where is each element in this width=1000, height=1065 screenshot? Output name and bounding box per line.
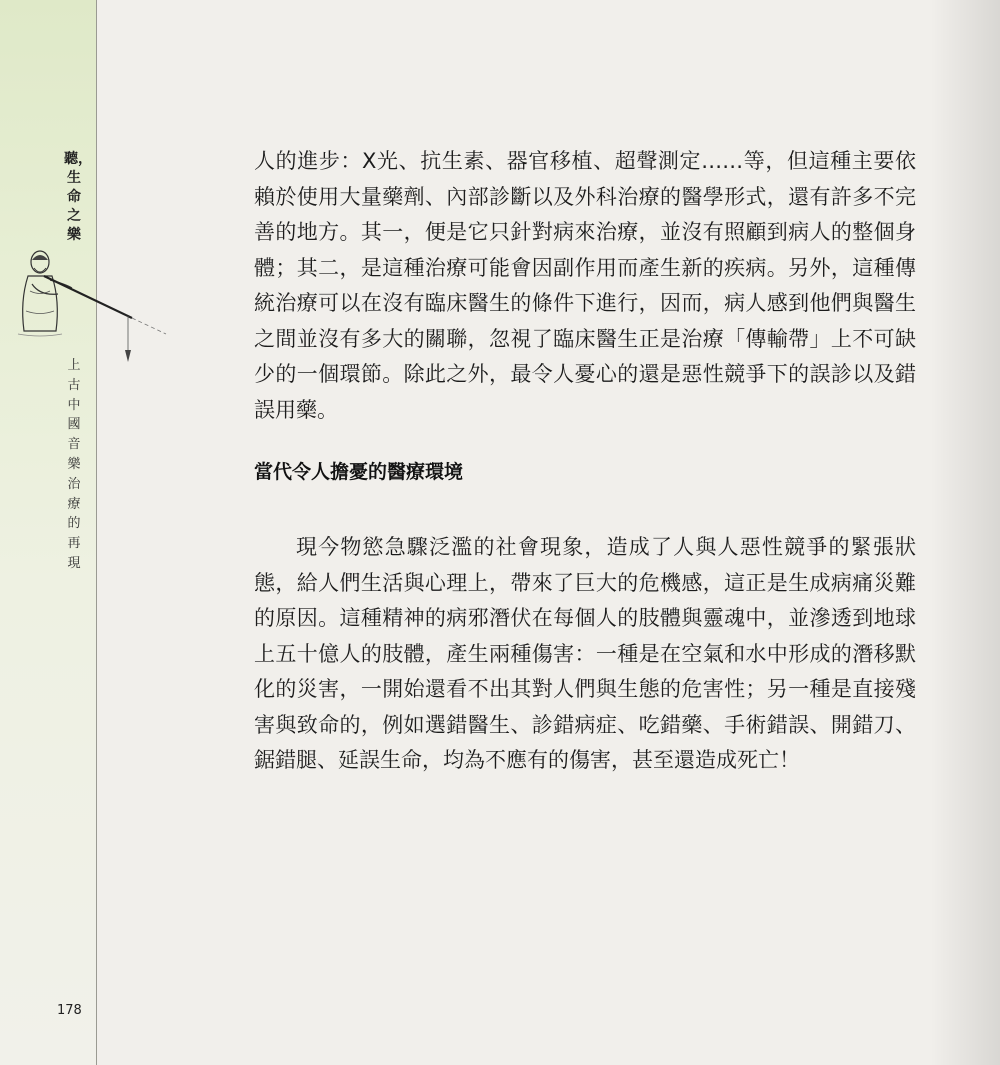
series-title: 聽，生命之樂 [64,151,92,243]
book-title: 上古中國音樂治療的再現 [67,358,81,571]
body-paragraph-1: 人的進步：X光、抗生素、器官移植、超聲測定……等，但這種主要依賴於使用大量藥劑、內部診斷以及外科治療的醫學形式，還有許多不完善的地方。其一，便是它只針對病來治療，並沒有照顧到病人的整個身體；其二，是這種治療可能會因副作用而產生新的疾病。另外，這種傳統治療可以在沒有臨床醫生的條件下進行，因而，病人感到他們與醫生之間並沒有多大的關聯，忽視了臨床醫生正是治療「傳輸帶」上不可缺少的一個環節。除此之外，最令人憂心的還是惡性競爭下的誤診以及錯誤用藥。 [254,149,916,422]
flute-player-illustration [10,246,170,366]
body-paragraph-2: 現今物慾急驟泛濫的社會現象，造成了人與人惡性競爭的緊張狀態，給人們生活與心理上，帶來了巨大的危機感，這正是生成病痛災難的原因。這種精神的病邪潛伏在每個人的肢體與靈魂中，並滲透到地球上五十億人的肢體，產生兩種傷害：一種是在空氣和水中形成的潛移默化的災害，一開始還看不出其對人們與生態的危害性；另一種是直接殘害與致命的，例如選錯醫生、診錯病症、吃錯藥、手術錯誤、開錯刀、鋸錯腿、延誤生命，均為不應有的傷害，甚至還造成死亡！ [254,535,916,772]
chapter-mark [58,75,84,87]
page-number: 178 [57,1003,82,1018]
page-fold-shadow [930,0,1000,1065]
margin-rule [96,0,97,1065]
section-heading: 當代令人擔憂的醫療環境 [254,461,464,483]
